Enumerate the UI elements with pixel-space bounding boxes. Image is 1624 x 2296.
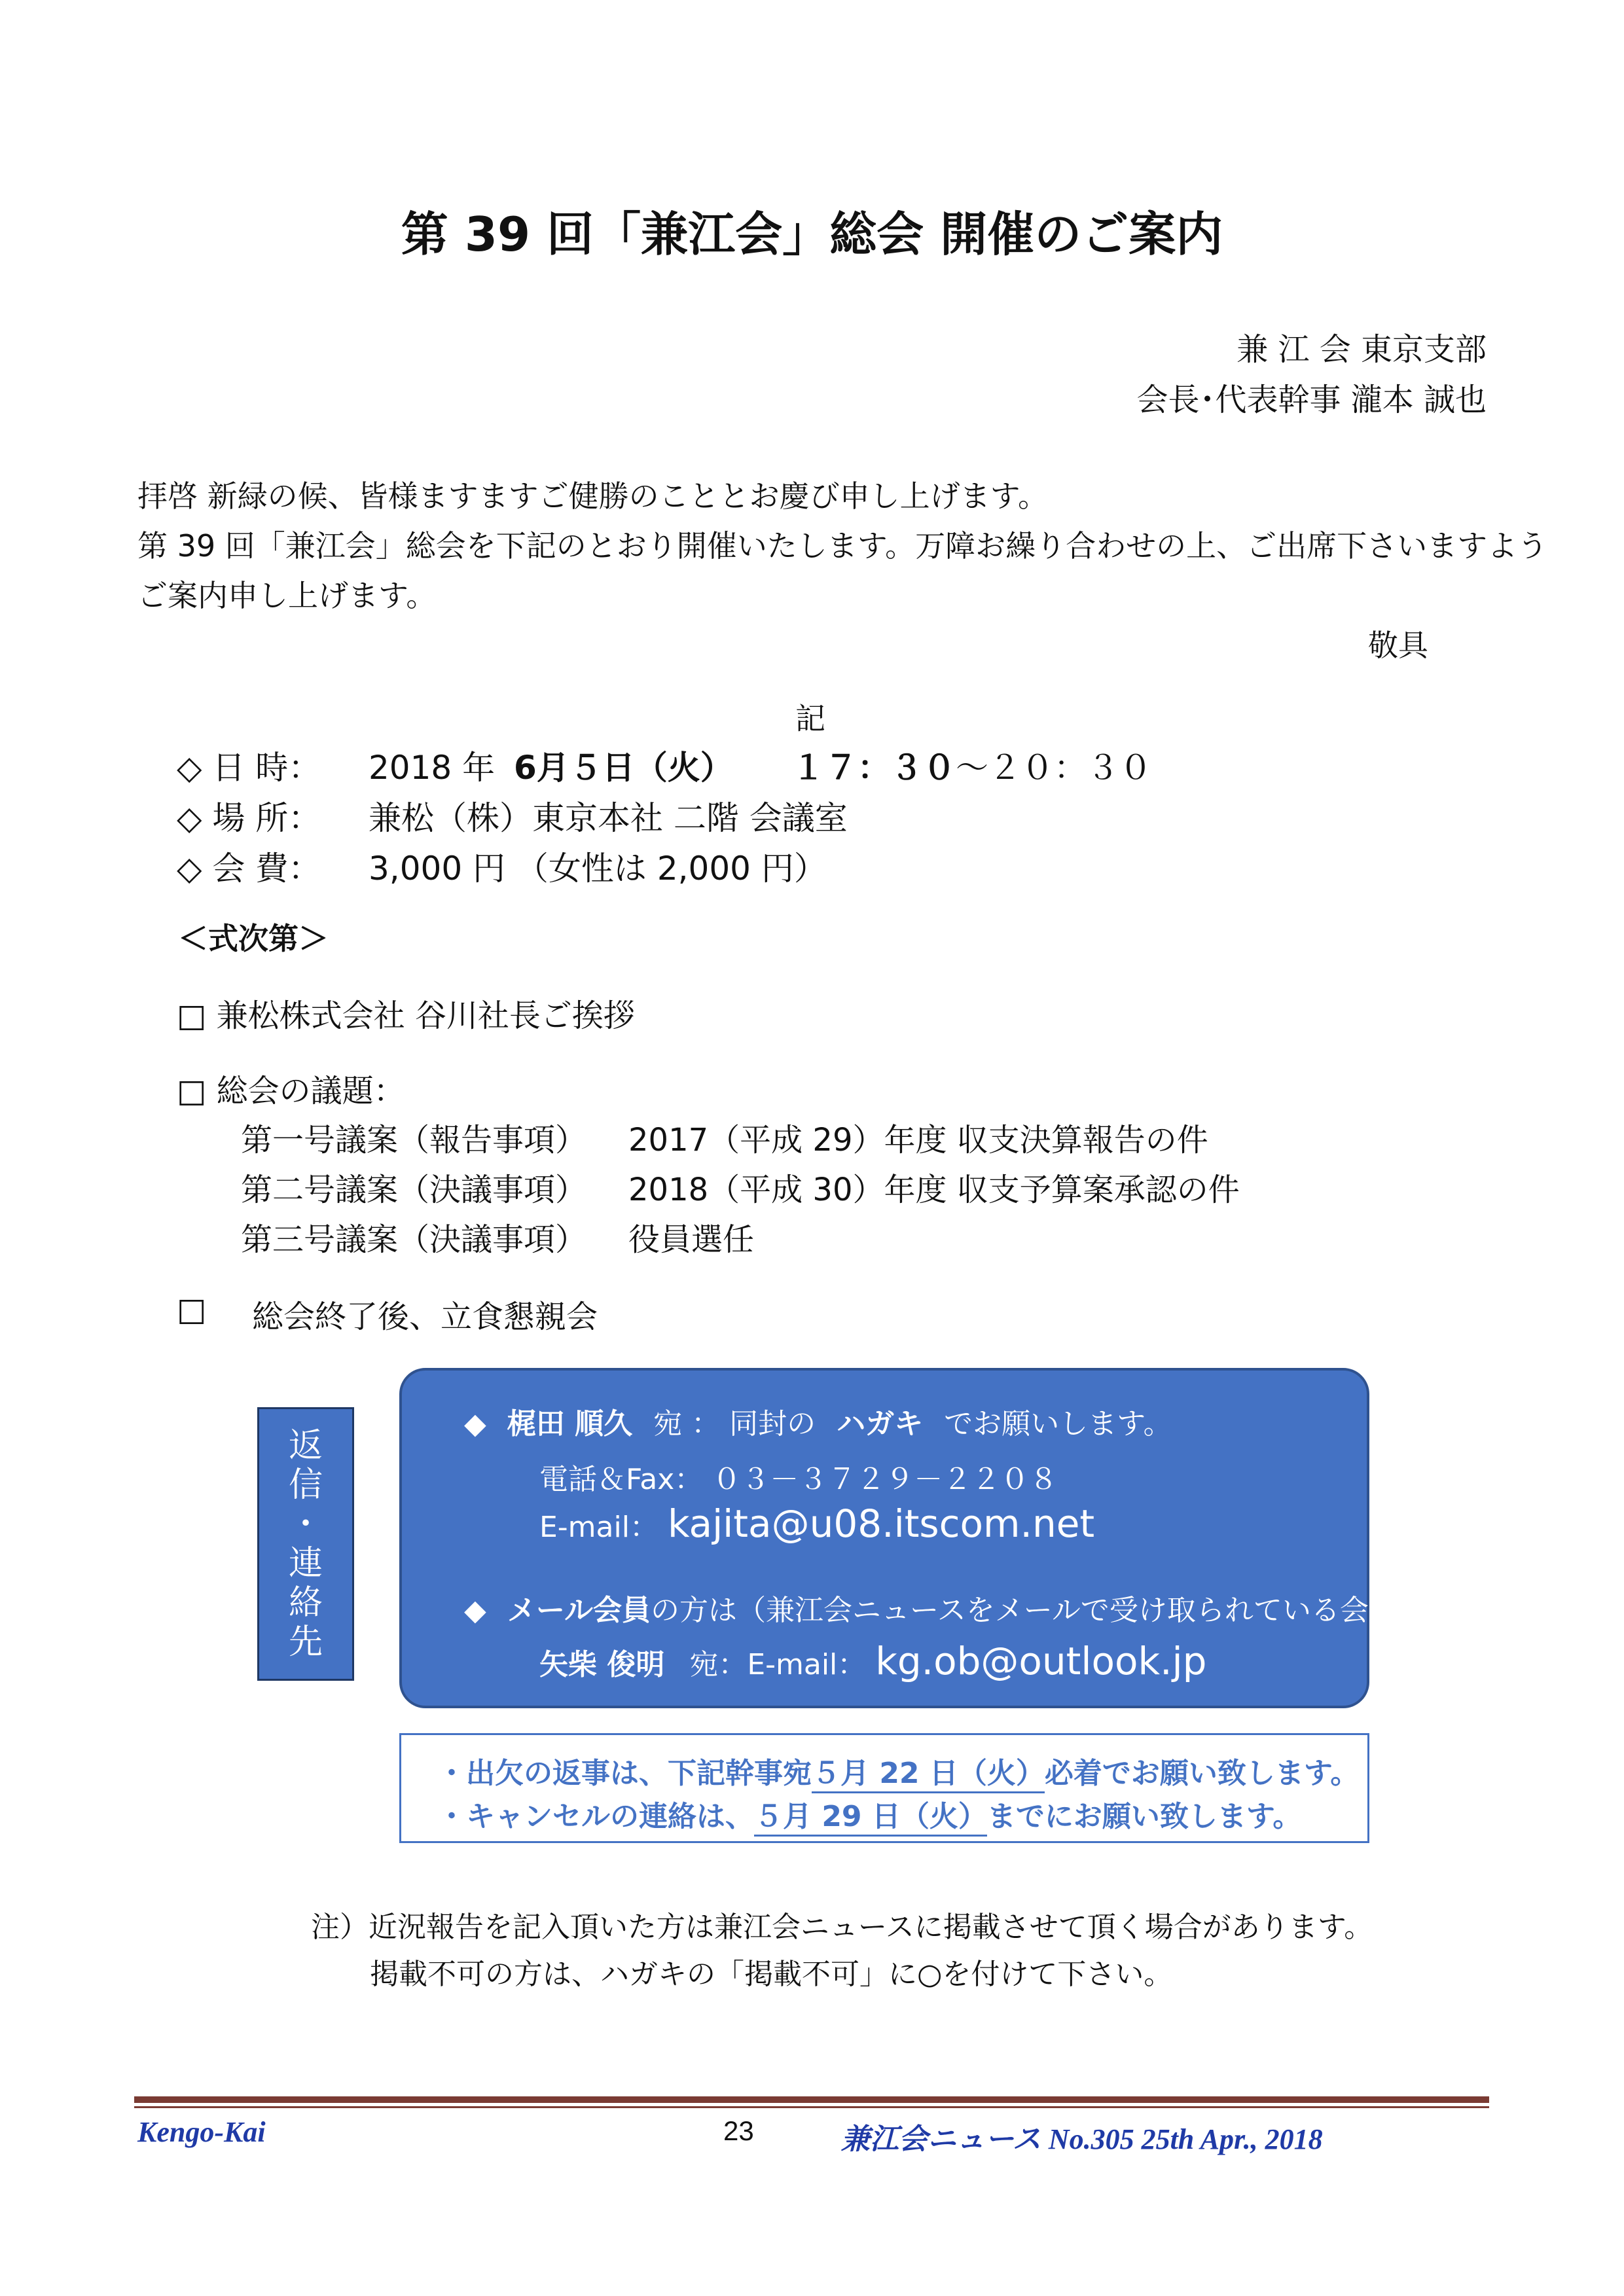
datetime-label: ◇ 日 時： bbox=[177, 749, 321, 787]
agenda-label-2: 第二号議案（決議事項） bbox=[241, 1172, 587, 1208]
footer-right: 兼江会ニュース No.305 25th Apr., 2018 bbox=[841, 2123, 1323, 2155]
notice-line-1-text-b: 必着でお願い致します。 bbox=[1044, 1757, 1360, 1790]
datetime-start: １７：３０ bbox=[792, 749, 956, 787]
tel-fax-line bbox=[539, 1456, 1058, 1498]
reply-line-1 bbox=[464, 1400, 1172, 1442]
email-kajita-link[interactable]: kajita@u08.itscom.net bbox=[667, 1501, 1095, 1546]
mail-member-text: の方は（兼江会ニュースをメールで受け取られている会員） bbox=[650, 1594, 1426, 1627]
footnote-line-2: 掲載不可の方は、ハガキの「掲載不可」に○を付けて下さい。 bbox=[370, 1958, 1173, 1991]
reply-label-char: 絡 bbox=[288, 1583, 323, 1623]
notice-line-2-text-a: ・キャンセルの連絡は、 bbox=[437, 1800, 754, 1833]
reply-hagaki: ハガキ bbox=[837, 1407, 924, 1441]
organizer-name: 兼 江 会 東京支部 bbox=[1236, 331, 1487, 368]
agenda-label-3: 第三号議案（決議事項） bbox=[241, 1221, 587, 1258]
footer-rule bbox=[134, 2096, 1489, 2103]
footer-rule-thin bbox=[134, 2106, 1489, 2108]
agenda-heading: □ 総会の議題： bbox=[177, 1073, 405, 1109]
party-checkbox: □ bbox=[177, 1291, 207, 1328]
contact-name-kajita: 梶田 順久 bbox=[507, 1407, 633, 1441]
footnote-line-1: 注）近況報告を記入頂いた方は兼江会ニュースに掲載させて頂く場合があります。 bbox=[311, 1910, 1373, 1944]
deadline-notice-box bbox=[399, 1733, 1369, 1843]
datetime-date: 6月５日（火） bbox=[514, 749, 733, 787]
reply-line-1-text-a: 宛 ： 同封の bbox=[653, 1407, 816, 1441]
email-line-yashiba bbox=[539, 1639, 1206, 1683]
ki-marker: 記 bbox=[795, 701, 825, 736]
agenda-value-3: 役員選任 bbox=[628, 1221, 755, 1258]
footer-left: Kengo-Kai bbox=[137, 2116, 266, 2148]
mail-member-label: メール会員 bbox=[507, 1594, 651, 1627]
program-heading: ＜式次第＞ bbox=[178, 921, 329, 956]
place-label: ◇ 場 所： bbox=[177, 799, 321, 837]
datetime-end: ～２０：３０ bbox=[956, 749, 1152, 787]
greeting-line-3: ご案内申し上げます。 bbox=[137, 578, 437, 613]
reply-label-char: ・ bbox=[288, 1505, 323, 1544]
reply-label-char: 先 bbox=[288, 1623, 323, 1662]
notice-line-2-text-b: までにお願い致します。 bbox=[986, 1800, 1302, 1833]
notice-cancel-date: ５月 29 日（火） bbox=[754, 1800, 987, 1837]
reply-line-1-text-b: でお願いします。 bbox=[944, 1407, 1172, 1441]
party-text: 総会終了後、立食懇親会 bbox=[252, 1299, 598, 1335]
notice-line-1-text-a: ・出欠の返事は、下記幹事宛 bbox=[437, 1757, 812, 1790]
agenda-value-1: 2017（平成 29）年度 収支決算報告の件 bbox=[628, 1122, 1208, 1158]
greeting-line-2: 第 39 回「兼江会」総会を下記のとおり開催いたします。万障お繰り合わせの上、ご出席下さいますよう bbox=[137, 528, 1548, 564]
email-label-2: 宛：E-mail： bbox=[689, 1648, 867, 1681]
reply-label-char: 返 bbox=[288, 1426, 323, 1465]
agenda-value-2: 2018（平成 30）年度 収支予算案承認の件 bbox=[628, 1172, 1240, 1208]
email-line-kajita bbox=[539, 1501, 1094, 1546]
datetime-year: 2018 年 bbox=[369, 749, 496, 787]
page-number: 23 bbox=[723, 2115, 754, 2146]
program-greeting-item: □ 兼松株式会社 谷川社長ご挨拶 bbox=[177, 997, 635, 1034]
email-yashiba-link[interactable]: kg.ob@outlook.jp bbox=[875, 1639, 1207, 1683]
notice-line-2 bbox=[437, 1793, 1301, 1835]
notice-rsvp-date: ５月 22 日（火） bbox=[812, 1757, 1045, 1793]
reply-line-2 bbox=[464, 1587, 1426, 1628]
fee-value: 3,000 円 （女性は 2,000 円） bbox=[369, 850, 827, 888]
greeting-line-1: 拝啓 新緑の候、皆様ますますご健勝のこととお慶び申し上げます。 bbox=[137, 478, 1048, 514]
agenda-label-1: 第一号議案（報告事項） bbox=[241, 1122, 587, 1158]
notice-line-1 bbox=[437, 1749, 1359, 1791]
reply-contact-label bbox=[257, 1407, 354, 1681]
page-title: 第 39 回「兼江会」総会 開催のご案内 bbox=[401, 207, 1223, 262]
reply-label-char: 信 bbox=[288, 1465, 323, 1505]
reply-label-char: 連 bbox=[288, 1544, 323, 1583]
place-value: 兼松（株）東京本社 二階 会議室 bbox=[369, 799, 848, 837]
contact-name-yashiba: 矢柴 俊明 bbox=[539, 1648, 665, 1681]
greeting-closing: 敬具 bbox=[1368, 628, 1428, 663]
bullet-diamond-icon: ◆ bbox=[464, 1594, 486, 1627]
organizer-person: 会長･代表幹事 瀧本 誠也 bbox=[1136, 382, 1487, 418]
tel-value: ０３－３７２９－２２０８ bbox=[712, 1463, 1058, 1496]
bullet-diamond-icon: ◆ bbox=[464, 1407, 486, 1441]
datetime-time bbox=[792, 742, 1152, 789]
reply-info-box bbox=[399, 1368, 1426, 1708]
fee-label: ◇ 会 費： bbox=[177, 850, 321, 888]
tel-label: 電話＆Fax： bbox=[539, 1463, 704, 1496]
email-label: E-mail： bbox=[539, 1511, 659, 1544]
